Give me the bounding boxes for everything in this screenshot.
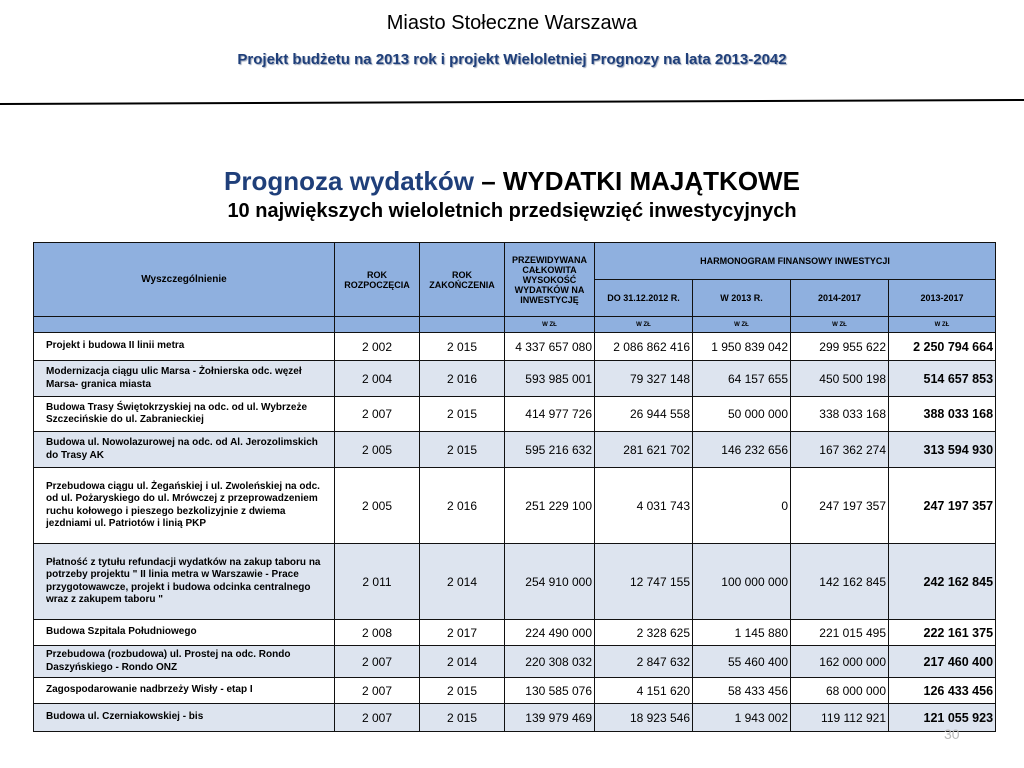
header-divider: [0, 99, 1024, 105]
row-start: 2 005: [335, 468, 420, 544]
row-start: 2 004: [335, 361, 420, 397]
unit-cell-total: W ZŁ: [505, 317, 595, 333]
col-header-to2012: DO 31.12.2012 R.: [595, 280, 693, 317]
row-name: Budowa Trasy Świętokrzyskiej na odc. od ul. Wybrzeże Szczecińskie do ul. Zabranieckiej: [34, 397, 335, 432]
row-y2014-2017: 450 500 198: [791, 361, 889, 397]
row-start: 2 008: [335, 620, 420, 646]
row-y2013: 1 145 880: [693, 620, 791, 646]
row-y2014-2017: 221 015 495: [791, 620, 889, 646]
row-to2012: 4 151 620: [595, 678, 693, 704]
row-y2014-2017: 142 162 845: [791, 544, 889, 620]
row-y2013-2017: 388 033 168: [889, 397, 996, 432]
table-row: [34, 620, 996, 646]
col-header-name: Wyszczególnienie: [34, 243, 335, 317]
row-to2012: 2 086 862 416: [595, 333, 693, 361]
table-row: [34, 468, 996, 544]
row-name: Projekt i budowa II linii metra: [34, 333, 335, 361]
table-row: [34, 646, 996, 678]
col-header-y2013-2017: 2013-2017: [889, 280, 996, 317]
row-to2012: 79 327 148: [595, 361, 693, 397]
row-total: 593 985 001: [505, 361, 595, 397]
row-start: 2 011: [335, 544, 420, 620]
row-end: 2 015: [420, 432, 505, 468]
row-name: Budowa ul. Czerniakowskiej - bis: [34, 704, 335, 732]
row-total: 139 979 469: [505, 704, 595, 732]
row-total: 130 585 076: [505, 678, 595, 704]
unit-cell-y2014-2017: W ZŁ: [791, 317, 889, 333]
row-to2012: 18 923 546: [595, 704, 693, 732]
row-to2012: 281 621 702: [595, 432, 693, 468]
row-y2013-2017: 313 594 930: [889, 432, 996, 468]
row-to2012: 26 944 558: [595, 397, 693, 432]
row-y2013-2017: 247 197 357: [889, 468, 996, 544]
row-y2014-2017: 162 000 000: [791, 646, 889, 678]
row-y2014-2017: 247 197 357: [791, 468, 889, 544]
row-y2014-2017: 167 362 274: [791, 432, 889, 468]
row-total: 220 308 032: [505, 646, 595, 678]
row-end: 2 015: [420, 678, 505, 704]
row-name: Przebudowa (rozbudowa) ul. Prostej na odc. Rondo Daszyńskiego - Rondo ONZ: [34, 646, 335, 678]
row-start: 2 005: [335, 432, 420, 468]
row-end: 2 016: [420, 468, 505, 544]
table-row: [34, 704, 996, 732]
row-y2013-2017: 222 161 375: [889, 620, 996, 646]
row-y2013-2017: 514 657 853: [889, 361, 996, 397]
row-y2014-2017: 338 033 168: [791, 397, 889, 432]
row-y2014-2017: 299 955 622: [791, 333, 889, 361]
row-end: 2 016: [420, 361, 505, 397]
row-y2013: 50 000 000: [693, 397, 791, 432]
row-y2013-2017: 126 433 456: [889, 678, 996, 704]
row-y2013: 0: [693, 468, 791, 544]
row-to2012: 2 328 625: [595, 620, 693, 646]
row-total: 595 216 632: [505, 432, 595, 468]
unit-cell-blank: [34, 317, 335, 333]
section-title-sep: –: [473, 166, 503, 196]
unit-cell-blank: [420, 317, 505, 333]
row-total: 254 910 000: [505, 544, 595, 620]
col-header-schedule: HARMONOGRAM FINANSOWY INWESTYCJI: [595, 243, 996, 280]
investments-table: [33, 242, 996, 732]
col-header-end: ROK ZAKOŃCZENIA: [420, 243, 505, 317]
row-y2013: 1 943 002: [693, 704, 791, 732]
row-total: 251 229 100: [505, 468, 595, 544]
section-subtitle: 10 największych wieloletnich przedsięwzięć inwestycyjnych: [227, 200, 797, 222]
row-start: 2 007: [335, 704, 420, 732]
row-name: Przebudowa ciągu ul. Żegańskiej i ul. Zwoleńskiej na odc. od ul. Pożaryskiego do ul. Mrówczej z przeprowadzeniem ruchu kołowego i pieszego bezkolizyjnie z dwiema jezdniami ul. Patriotów i linią PKP: [34, 468, 335, 544]
row-y2013: 64 157 655: [693, 361, 791, 397]
section-title-blue: Prognoza wydatków: [224, 166, 474, 196]
col-header-y2014-2017: 2014-2017: [791, 280, 889, 317]
row-y2014-2017: 119 112 921: [791, 704, 889, 732]
row-total: 4 337 657 080: [505, 333, 595, 361]
table-row: [34, 361, 996, 397]
row-name: Zagospodarowanie nadbrzeży Wisły - etap I: [34, 678, 335, 704]
row-start: 2 007: [335, 678, 420, 704]
row-total: 224 490 000: [505, 620, 595, 646]
row-name: Modernizacja ciągu ulic Marsa - Żołnierska odc. węzeł Marsa- granica miasta: [34, 361, 335, 397]
row-name: Budowa ul. Nowolazurowej na odc. od Al. Jerozolimskich do Trasy AK: [34, 432, 335, 468]
row-y2013: 100 000 000: [693, 544, 791, 620]
col-header-total: PRZEWIDYWANA CAŁKOWITA WYSOKOŚĆ WYDATKÓW NA INWESTYCJĘ: [505, 243, 595, 317]
row-start: 2 007: [335, 397, 420, 432]
unit-cell-to2012: W ZŁ: [595, 317, 693, 333]
section-title: [0, 166, 1024, 197]
row-end: 2 014: [420, 544, 505, 620]
section-title-black: WYDATKI MAJĄTKOWE: [502, 166, 800, 196]
unit-cell-y2013-2017: W ZŁ: [889, 317, 996, 333]
row-to2012: 12 747 155: [595, 544, 693, 620]
table-row: [34, 544, 996, 620]
table-row: [34, 333, 996, 361]
unit-cell-y2013: W ZŁ: [693, 317, 791, 333]
col-header-y2013: W 2013 R.: [693, 280, 791, 317]
row-total: 414 977 726: [505, 397, 595, 432]
row-y2013: 55 460 400: [693, 646, 791, 678]
row-y2013: 1 950 839 042: [693, 333, 791, 361]
row-name: Płatność z tytułu refundacji wydatków na zakup taboru na potrzeby projektu " II linia metra w Warszawie - Prace przygotowawcze, projekt i budowa odcinka centralnego wraz z zakupem taboru ": [34, 544, 335, 620]
slide-number: 30: [944, 726, 960, 742]
row-y2013-2017: 217 460 400: [889, 646, 996, 678]
row-end: 2 015: [420, 333, 505, 361]
row-name: Budowa Szpitala Południowego: [34, 620, 335, 646]
row-to2012: 2 847 632: [595, 646, 693, 678]
row-y2013-2017: 242 162 845: [889, 544, 996, 620]
table-row: [34, 678, 996, 704]
header-title: Miasto Stołeczne Warszawa: [386, 12, 638, 34]
unit-cell-blank: [335, 317, 420, 333]
row-end: 2 015: [420, 704, 505, 732]
row-end: 2 017: [420, 620, 505, 646]
row-y2013: 146 232 656: [693, 432, 791, 468]
col-header-start: ROK ROZPOCZĘCIA: [335, 243, 420, 317]
row-end: 2 015: [420, 397, 505, 432]
row-to2012: 4 031 743: [595, 468, 693, 544]
row-y2013: 58 433 456: [693, 678, 791, 704]
header-subtitle: Projekt budżetu na 2013 rok i projekt Wieloletniej Prognozy na lata 2013-2042: [237, 51, 787, 68]
table-row: [34, 432, 996, 468]
row-end: 2 014: [420, 646, 505, 678]
table-row: [34, 397, 996, 432]
row-y2013-2017: 121 055 923: [889, 704, 996, 732]
row-y2013-2017: 2 250 794 664: [889, 333, 996, 361]
row-y2014-2017: 68 000 000: [791, 678, 889, 704]
row-start: 2 007: [335, 646, 420, 678]
row-start: 2 002: [335, 333, 420, 361]
